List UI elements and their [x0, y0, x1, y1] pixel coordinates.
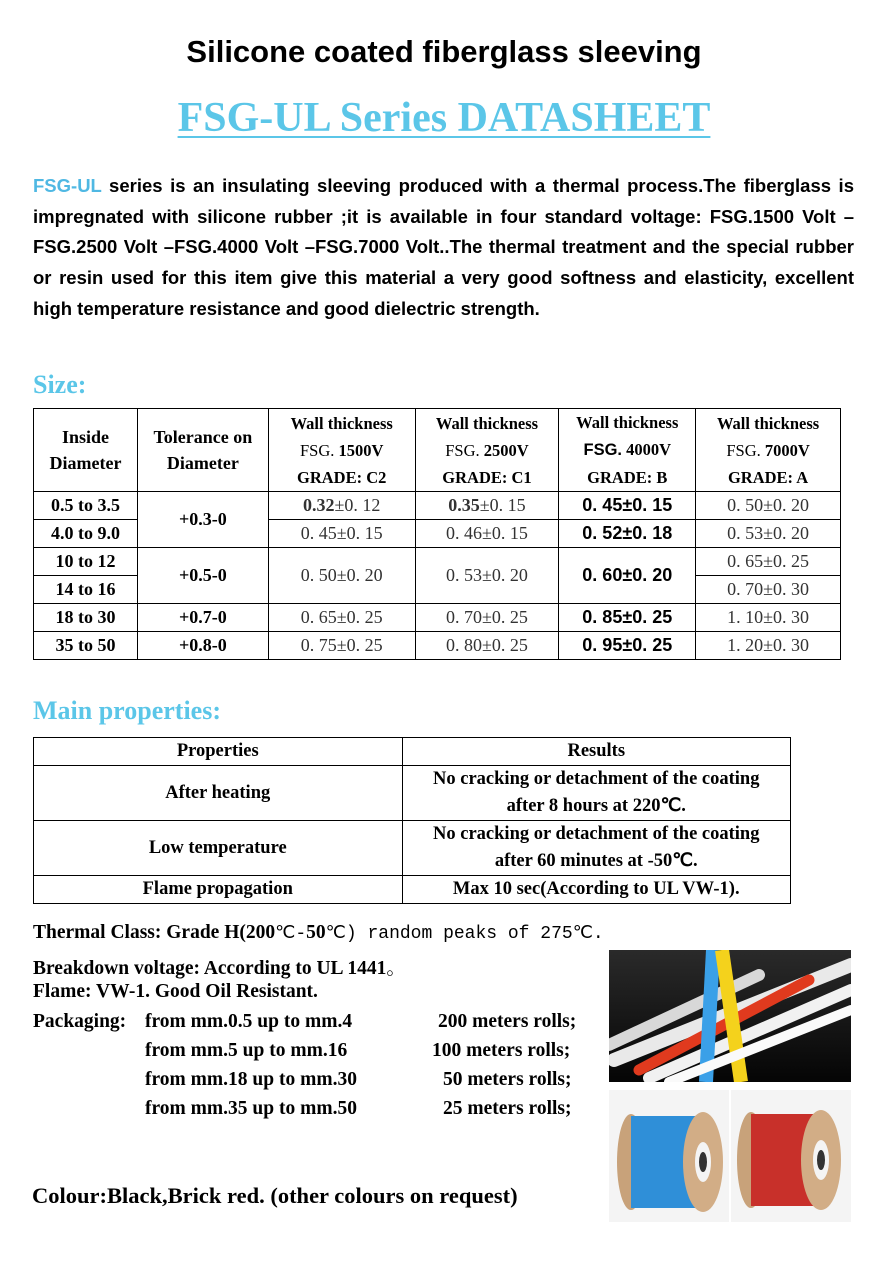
- intro-paragraph: [33, 171, 854, 325]
- blue-spool-photo: [609, 1090, 729, 1222]
- size-heading: Size:: [33, 370, 87, 399]
- wall-label: Wall thickness: [576, 413, 679, 432]
- col-wall-2500: [415, 409, 559, 492]
- packaging-rolls: 25 meters rolls;: [443, 1098, 572, 1119]
- table-row: [34, 766, 791, 821]
- datasheet-title: FSG-UL Series DATASHEET: [177, 95, 711, 141]
- wall-grade: GRADE: A: [727, 467, 809, 487]
- table-row: [34, 548, 841, 576]
- wall-prefix: FSG.: [299, 440, 335, 460]
- col-inside-diameter: Inside Diameter: [34, 409, 138, 492]
- wall-prefix: FSG.: [726, 440, 761, 460]
- properties-heading: Main properties:: [33, 696, 221, 725]
- table-row: [34, 492, 841, 520]
- packaging-range: from mm.0.5 up to mm.4: [145, 1011, 353, 1032]
- header-results: Results: [402, 738, 791, 766]
- wall-label: Wall thickness: [290, 413, 393, 433]
- wall-prefix: FSG.: [445, 440, 480, 460]
- wall-prefix: FSG.: [583, 441, 622, 459]
- thickness-cell: 0. 85±0. 25: [559, 604, 696, 632]
- diameter-cell: 0.5 to 3.5: [34, 492, 138, 520]
- thermal-peaks: ℃) random peaks of 275℃.: [325, 924, 604, 944]
- thickness-tol: ±0. 12: [334, 495, 381, 515]
- thermal-sep: ℃-: [275, 924, 307, 944]
- thickness-cell: 0. 70±0. 30: [696, 576, 841, 604]
- thickness-cell: 0. 53±0. 20: [696, 520, 841, 548]
- thickness-cell: 0. 46±0. 15: [415, 520, 559, 548]
- thickness-cell: [268, 492, 415, 520]
- wall-volt: 7000V: [764, 440, 810, 460]
- diameter-cell: 10 to 12: [34, 548, 138, 576]
- thickness-cell: 0. 70±0. 25: [415, 604, 559, 632]
- col-wall-7000: [696, 409, 841, 492]
- thickness-cell: 0. 50±0. 20: [268, 548, 415, 604]
- thickness-cell: 0. 45±0. 15: [268, 520, 415, 548]
- wall-label: Wall thickness: [435, 413, 539, 433]
- col-tolerance: Tolerance on Diameter: [137, 409, 268, 492]
- thickness-cell: 0. 45±0. 15: [559, 492, 696, 520]
- table-row: [34, 876, 791, 904]
- wall-grade: GRADE: C2: [297, 467, 387, 487]
- red-spool-photo: [731, 1090, 851, 1222]
- result-line: No cracking or detachment of the coating: [433, 824, 760, 844]
- diameter-cell: 18 to 30: [34, 604, 138, 632]
- tolerance-cell: +0.5-0: [137, 548, 268, 604]
- wall-volt: 1500V: [338, 440, 384, 460]
- thermal-class: [33, 922, 604, 944]
- tolerance-cell: +0.3-0: [137, 492, 268, 548]
- red-spool-image: [731, 1090, 851, 1222]
- thickness-cell: [415, 492, 559, 520]
- properties-table: [33, 737, 791, 904]
- tolerance-cell: +0.7-0: [137, 604, 268, 632]
- size-table: [33, 408, 841, 660]
- packaging-range: from mm.35 up to mm.50: [145, 1098, 357, 1119]
- sleeving-tubes-photo: [609, 950, 851, 1082]
- packaging-rolls: 50 meters rolls;: [443, 1069, 572, 1090]
- table-row: [34, 632, 841, 660]
- packaging-rolls: 100 meters rolls;: [432, 1040, 571, 1061]
- property-cell: Flame propagation: [34, 876, 403, 904]
- thickness-cell: 0. 53±0. 20: [415, 548, 559, 604]
- breakdown-end: 。: [386, 958, 406, 979]
- breakdown-text: Breakdown voltage: According to UL 1441: [33, 958, 387, 979]
- result-line: after 8 hours at 220℃.: [506, 796, 686, 816]
- wall-grade: GRADE: B: [587, 468, 668, 487]
- thickness-cell: 1. 10±0. 30: [696, 604, 841, 632]
- thermal-low: 50: [306, 922, 326, 943]
- brand-name: FSG-UL: [33, 175, 102, 196]
- wall-grade: GRADE: C1: [442, 467, 532, 487]
- blue-spool-image: [609, 1090, 729, 1222]
- thickness-cell: 1. 20±0. 30: [696, 632, 841, 660]
- intro-text: series is an insulating sleeving produced with a thermal process.The fiberglass is impregnated with silicone rubber ;it is available in four standard voltage: FSG.1500 Volt –FSG.2500 Volt –FSG.4000 Volt –FSG.7000 Volt..The thermal treatment and the special rubber or resin used for this item give this material a very good softness and elasticity, excellent high temperature resistance and good dielectric strength.: [33, 175, 854, 319]
- page-title: Silicone coated fiberglass sleeving: [186, 34, 702, 69]
- flame-info: Flame: VW-1. Good Oil Resistant.: [33, 981, 318, 1002]
- result-line: No cracking or detachment of the coating: [433, 769, 760, 789]
- diameter-cell: 4.0 to 9.0: [34, 520, 138, 548]
- sleeving-tubes-image: [609, 950, 851, 1082]
- wall-volt: 4000V: [626, 440, 672, 459]
- thickness-cell: 0. 75±0. 25: [268, 632, 415, 660]
- diameter-cell: 14 to 16: [34, 576, 138, 604]
- wall-label: Wall thickness: [716, 413, 820, 433]
- diameter-cell: 35 to 50: [34, 632, 138, 660]
- result-cell: Max 10 sec(According to UL VW-1).: [402, 876, 791, 904]
- result-cell: [402, 821, 791, 876]
- thickness-cell: 0. 60±0. 20: [559, 548, 696, 604]
- thickness-cell: 0. 95±0. 25: [559, 632, 696, 660]
- packaging-range: from mm.5 up to mm.16: [145, 1040, 348, 1061]
- thermal-text: Thermal Class: Grade H(200: [33, 922, 276, 943]
- thickness-cell: 0. 80±0. 25: [415, 632, 559, 660]
- col-wall-1500: [268, 409, 415, 492]
- thickness-tol: ±0. 15: [479, 495, 526, 515]
- table-row: [34, 821, 791, 876]
- property-cell: After heating: [34, 766, 403, 821]
- thickness-cell: 0. 52±0. 18: [559, 520, 696, 548]
- wall-volt: 2500V: [483, 440, 529, 460]
- header-properties: Properties: [34, 738, 403, 766]
- tolerance-cell: +0.8-0: [137, 632, 268, 660]
- thickness-cell: 0. 65±0. 25: [696, 548, 841, 576]
- colour-info: Colour:Black,Brick red. (other colours on request): [32, 1183, 518, 1208]
- col-wall-4000: [559, 409, 696, 492]
- result-cell: [402, 766, 791, 821]
- thickness-cell: 0. 50±0. 20: [696, 492, 841, 520]
- packaging-rolls: 200 meters rolls;: [438, 1011, 577, 1032]
- packaging-label: Packaging:: [33, 1011, 127, 1032]
- breakdown-voltage: [33, 952, 406, 980]
- thickness-main: 0.32: [303, 495, 335, 515]
- thickness-cell: 0. 65±0. 25: [268, 604, 415, 632]
- result-line: after 60 minutes at -50℃.: [494, 851, 698, 871]
- property-cell: Low temperature: [34, 821, 403, 876]
- thickness-main: 0.35: [448, 495, 480, 515]
- packaging-range: from mm.18 up to mm.30: [145, 1069, 357, 1090]
- table-row: [34, 738, 791, 766]
- table-row: [34, 604, 841, 632]
